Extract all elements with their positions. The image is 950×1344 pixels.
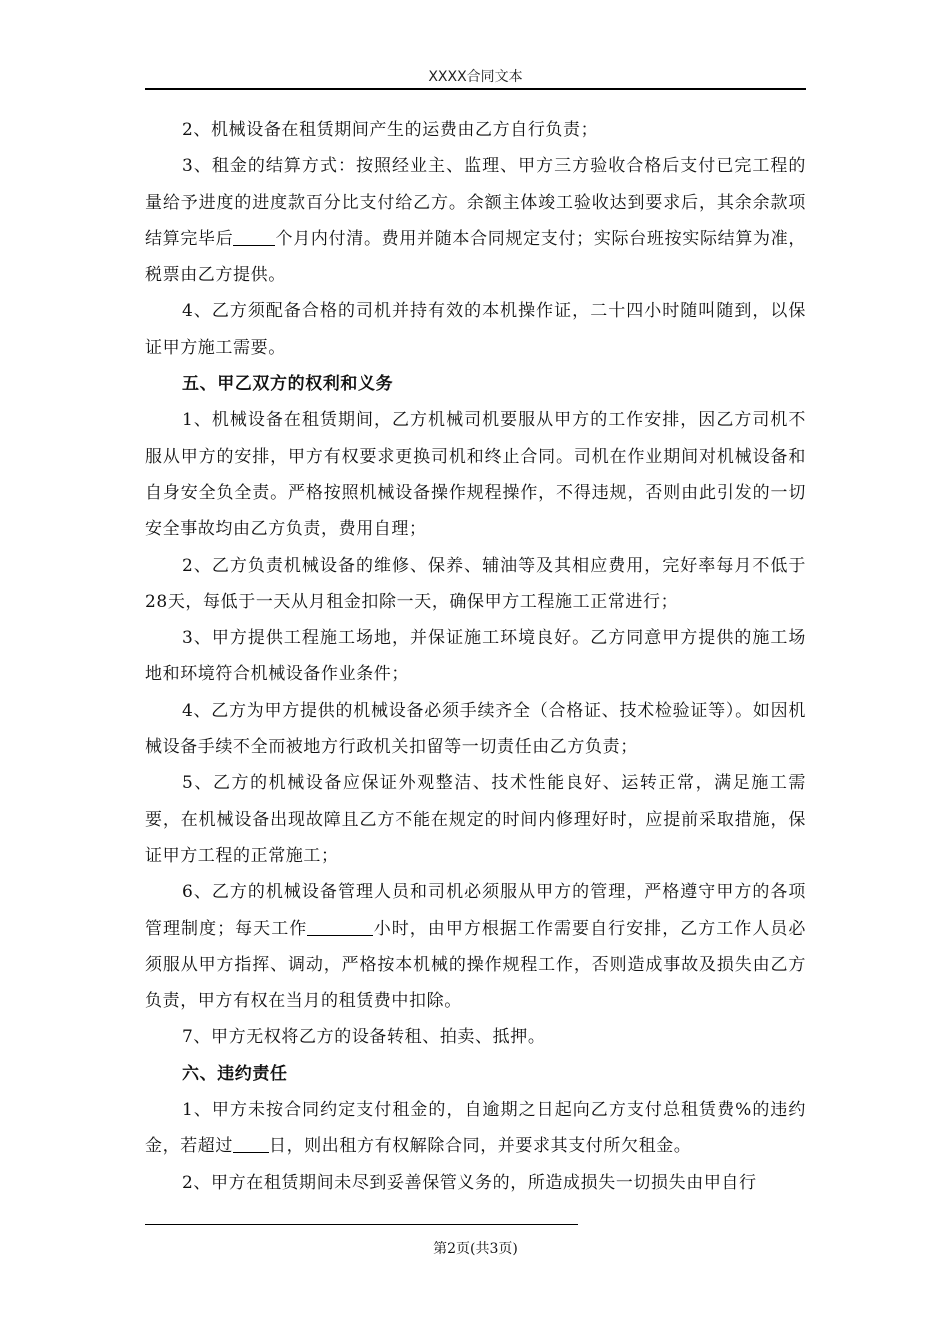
clause-paragraph: 4、乙方须配备合格的司机并持有效的本机操作证，二十四小时随叫随到，以保证甲方施工需要。 — [145, 301, 806, 358]
document-body — [145, 112, 806, 1201]
clause-paragraph: 2、机械设备在租赁期间产生的运费由乙方自行负责； — [182, 120, 599, 140]
clause-paragraph: 5、乙方的机械设备应保证外观整洁、技术性能良好、运转正常，满足施工需要，在机械设备出现故障且乙方不能在规定的时间内修理好时，应提前采取措施，保证甲方工程的正常施工； — [145, 773, 806, 866]
clause-paragraph: 2、甲方在租赁期间未尽到妥善保管义务的，所造成损失一切损失由甲自行 — [182, 1172, 757, 1193]
fill-in-blank — [307, 918, 373, 936]
clause-paragraph: 7、甲方无权将乙方的设备转租、拍卖、抵押。 — [182, 1027, 546, 1048]
section-heading: 六、违约责任 — [182, 1063, 288, 1084]
clause-paragraph: 6、乙方的机械设备管理人员和司机必须服从甲方的管理，严格遵守甲方的各项管理制度；每天工作 小时，由甲方根据工作需要自行安排，乙方工作人员必须服从甲方指挥、调动，严格按本机械的操作规程工作，否则造成事故及损失由乙方负责，甲方有权在当月的租赁费中扣除。 — [145, 882, 806, 1012]
clause-paragraph: 4、乙方为甲方提供的机械设备必须手续齐全（合格证、技术检验证等）。如因机械设备手续不全而被地方行政机关扣留等一切责任由乙方负责； — [145, 700, 806, 758]
clause-paragraph: 1、机械设备在租赁期间，乙方机械司机要服从甲方的工作安排，因乙方司机不服从甲方的安排，甲方有权要求更换司机和终止合同。司机在作业期间对机械设备和自身安全负全责。严格按照机械设备操作规程操作，不得违规，否则由此引发的一切安全事故均由乙方负责，费用自理； — [145, 410, 806, 540]
header-divider — [145, 88, 806, 90]
clause-paragraph: 3、甲方提供工程施工场地，并保证施工环境良好。乙方同意甲方提供的施工场地和环境符合机械设备作业条件； — [145, 628, 806, 685]
section-heading: 五、甲乙双方的权利和义务 — [182, 374, 394, 395]
clause-paragraph: 1、甲方未按合同约定支付租金的，自逾期之日起向乙方支付总租赁费%的违约金，若超过 日，则出租方有权解除合同，并要求其支付所欠租金。 — [145, 1100, 806, 1157]
clause-paragraph: 3、租金的结算方式：按照经业主、监理、甲方三方验收合格后支付已完工程的量给予进度的进度款百分比支付给乙方。余额主体竣工验收达到要求后，其余余款项结算完毕后 个月内付清。费用并随本合同规定支付；实际台班按实际结算为准，税票由乙方提供。 — [145, 156, 807, 286]
page-number: 第2页(共3页) — [433, 1241, 518, 1257]
fill-in-blank — [233, 228, 275, 246]
page-header-title: XXXX合同文本 — [428, 69, 523, 85]
clause-paragraph: 2、乙方负责机械设备的维修、保养、辅油等及其相应费用，完好率每月不低于28天，每低于一天从月租金扣除一天，确保甲方工程施工正常进行； — [145, 555, 806, 612]
footer-divider — [145, 1224, 578, 1225]
fill-in-blank — [233, 1135, 269, 1153]
